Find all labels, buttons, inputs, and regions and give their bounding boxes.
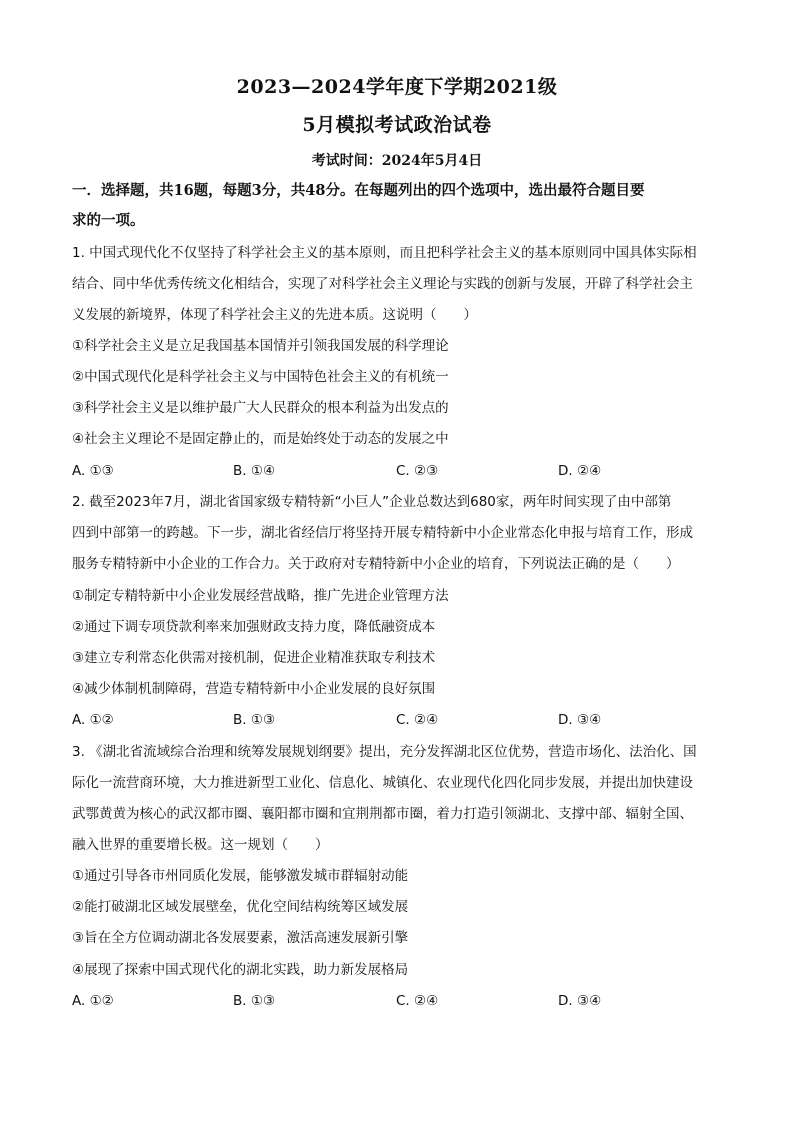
question-2-option-a[interactable]: A. ①②: [72, 712, 114, 728]
exam-title-line1: 2023—2024学年度下学期2021级: [236, 76, 558, 98]
question-1-statement-3: ③科学社会主义是以维护最广大人民群众的根本利益为出发点的: [72, 400, 449, 416]
exam-title-line2: 5月模拟考试政治试卷: [302, 114, 492, 136]
question-3-statement-1: ①通过引导各市州同质化发展，能够激发城市群辐射动能: [72, 868, 409, 884]
question-1-options: [72, 461, 732, 481]
question-2-statement-4: ④减少体制机制障碍，营造专精特新中小企业发展的良好氛围: [72, 681, 436, 697]
question-2-option-b[interactable]: B. ①③: [233, 712, 276, 728]
question-2-stem-line1: 2. 截至2023年7月，湖北省国家级专精特新“小巨人”企业总数达到680家，两年时间实现了由中部第: [72, 494, 672, 510]
question-1-option-a[interactable]: A. ①③: [72, 463, 114, 479]
question-3-option-d[interactable]: D. ③④: [558, 993, 602, 1009]
question-3-stem-line2: 际化一流营商环境，大力推进新型工业化、信息化、城镇化、农业现代化四化同步发展，并提出加快建设: [72, 775, 693, 791]
question-1-option-c[interactable]: C. ②③: [396, 463, 439, 479]
question-3-option-c[interactable]: C. ②④: [396, 993, 439, 1009]
question-3-option-b[interactable]: B. ①③: [233, 993, 276, 1009]
question-1-statement-1: ①科学社会主义是立足我国基本国情并引领我国发展的科学理论: [72, 338, 449, 354]
exam-time: 考试时间：2024年5月4日: [311, 153, 483, 169]
question-3-stem-line3: 武鄂黄黄为核心的武汉都市圈、襄阳都市圈和宜荆荆都市圈，着力打造引领湖北、支撑中部、辐射全国、: [72, 806, 693, 822]
question-1-statement-2: ②中国式现代化是科学社会主义与中国特色社会主义的有机统一: [72, 369, 449, 385]
question-1-statement-4: ④社会主义理论不是固定静止的，而是始终处于动态的发展之中: [72, 431, 449, 447]
question-1-option-d[interactable]: D. ②④: [558, 463, 602, 479]
question-2-statement-1: ①制定专精特新中小企业发展经营战略，推广先进企业管理方法: [72, 588, 449, 604]
question-2-option-d[interactable]: D. ③④: [558, 712, 602, 728]
section-heading-line1: 一．选择题，共16题，每题3分，共48分。在每题列出的四个选项中，选出最符合题目要: [72, 182, 645, 199]
question-3-statement-2: ②能打破湖北区域发展壁垒，优化空间结构统筹区域发展: [72, 899, 409, 915]
question-1-option-b[interactable]: B. ①④: [233, 463, 276, 479]
question-1-stem-line1: 1. 中国式现代化不仅坚持了科学社会主义的基本原则，而且把科学社会主义的基本原则同中国具体实际相: [72, 245, 697, 261]
question-1-stem-line3: 义发展的新境界，体现了科学社会主义的先进本质。这说明（ ）: [72, 307, 477, 323]
question-3-statement-4: ④展现了探索中国式现代化的湖北实践，助力新发展格局: [72, 962, 409, 978]
question-2-options: [72, 710, 732, 730]
question-2-stem-line2: 四到中部第一的跨越。下一步，湖北省经信厅将坚持开展专精特新中小企业常态化申报与培育工作，形成: [72, 525, 693, 541]
question-2-option-c[interactable]: C. ②④: [396, 712, 439, 728]
question-1-stem-line2: 结合、同中华优秀传统文化相结合，实现了对科学社会主义理论与实践的创新与发展，开辟了科学社会主: [72, 276, 693, 292]
question-3-option-a[interactable]: A. ①②: [72, 993, 114, 1009]
question-2-statement-3: ③建立专利常态化供需对接机制，促进企业精准获取专利技术: [72, 650, 436, 666]
question-2-stem-line3: 服务专精特新中小企业的工作合力。关于政府对专精特新中小企业的培育，下列说法正确的是（ ）: [72, 556, 680, 572]
question-2-statement-2: ②通过下调专项贷款利率来加强财政支持力度，降低融资成本: [72, 619, 436, 635]
question-3-statement-3: ③旨在全方位调动湖北各发展要素，激活高速发展新引擎: [72, 930, 409, 946]
question-3-stem-line4: 融入世界的重要增长极。这一规划（ ）: [72, 837, 329, 853]
section-heading-line2: 求的一项。: [72, 212, 145, 229]
question-3-stem-line1: 3. 《湖北省流域综合治理和统筹发展规划纲要》提出，充分发挥湖北区位优势，营造市场化、法治化、国: [72, 744, 697, 760]
question-3-options: [72, 991, 732, 1011]
